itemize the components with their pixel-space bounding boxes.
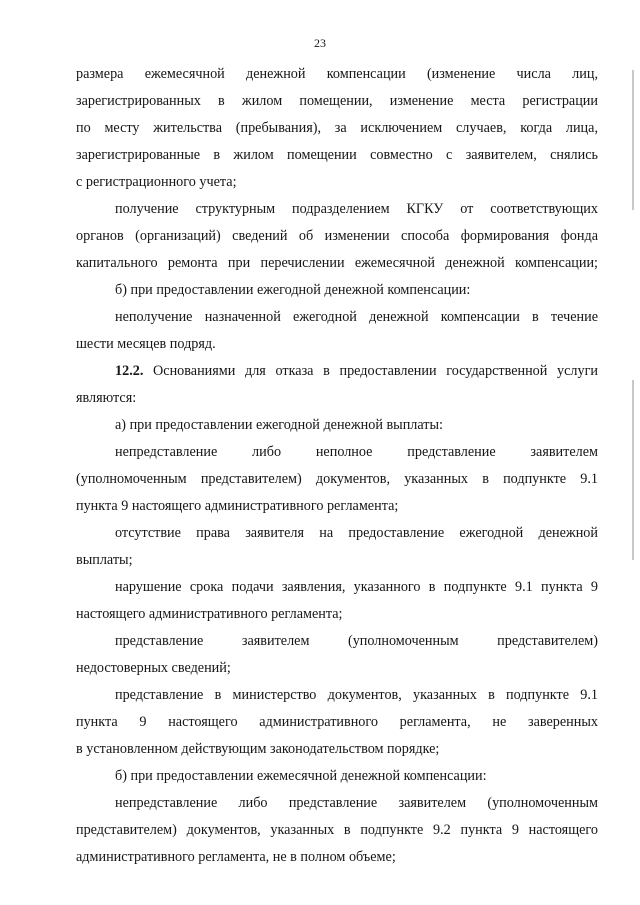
text-line: непредставление либо представление заявителем (уполномоченным xyxy=(115,795,598,811)
text-line: б) при предоставлении ежегодной денежной компенсации: xyxy=(115,282,471,298)
section-text: Основаниями для отказа в предоставлении государственной услуги xyxy=(143,363,598,379)
text-line: неполучение назначенной ежегодной денежной компенсации в течение xyxy=(115,309,598,325)
text-line: б) при предоставлении ежемесячной денежной компенсации: xyxy=(115,768,487,784)
text-line: размера ежемесячной денежной компенсации (изменение числа лиц, xyxy=(76,66,598,82)
text-line: представление в министерство документов, указанных в подпункте 9.1 xyxy=(115,687,598,703)
text-line: получение структурным подразделением КГКУ от соответствующих xyxy=(115,201,598,217)
text-line: с регистрационного учета; xyxy=(76,174,237,190)
text-line: отсутствие права заявителя на предоставление ежегодной денежной xyxy=(115,525,598,541)
text-line: по месту жительства (пребывания), за исключением случаев, когда лица, xyxy=(76,120,598,136)
text-line: пункта 9 настоящего административного регламента, не заверенных xyxy=(76,714,598,730)
text-line: выплаты; xyxy=(76,552,133,568)
text-line xyxy=(115,361,598,381)
text-line: капитального ремонта при перечислении ежемесячной денежной компенсации; xyxy=(76,255,598,271)
text-line: (уполномоченным представителем) документов, указанных в подпункте 9.1 xyxy=(76,471,598,487)
text-line: пункта 9 настоящего административного регламента; xyxy=(76,498,399,514)
text-line: в установленном действующим законодательством порядке; xyxy=(76,741,440,757)
text-line: нарушение срока подачи заявления, указанного в подпункте 9.1 пункта 9 xyxy=(115,579,598,595)
text-line: а) при предоставлении ежегодной денежной выплаты: xyxy=(115,417,443,433)
text-line: недостоверных сведений; xyxy=(76,660,231,676)
scan-edge-mark xyxy=(632,380,634,560)
text-line: зарегистрированные в жилом помещении совместно с заявителем, снялись xyxy=(76,147,598,163)
text-line: органов (организаций) сведений об изменении способа формирования фонда xyxy=(76,228,598,244)
text-line: административного регламента, не в полном объеме; xyxy=(76,849,396,865)
page-number: 23 xyxy=(314,36,326,50)
scan-edge-mark xyxy=(632,70,634,210)
text-line: шести месяцев подряд. xyxy=(76,336,216,352)
text-line: представителем) документов, указанных в подпункте 9.2 пункта 9 настоящего xyxy=(76,822,598,838)
text-line: являются: xyxy=(76,390,137,406)
section-number: 12.2. xyxy=(115,363,144,379)
text-line: зарегистрированных в жилом помещении, изменение места регистрации xyxy=(76,93,598,109)
text-line: непредставление либо неполное представление заявителем xyxy=(115,444,598,460)
text-line: настоящего административного регламента; xyxy=(76,606,343,622)
text-line: представление заявителем (уполномоченным представителем) xyxy=(115,633,598,649)
